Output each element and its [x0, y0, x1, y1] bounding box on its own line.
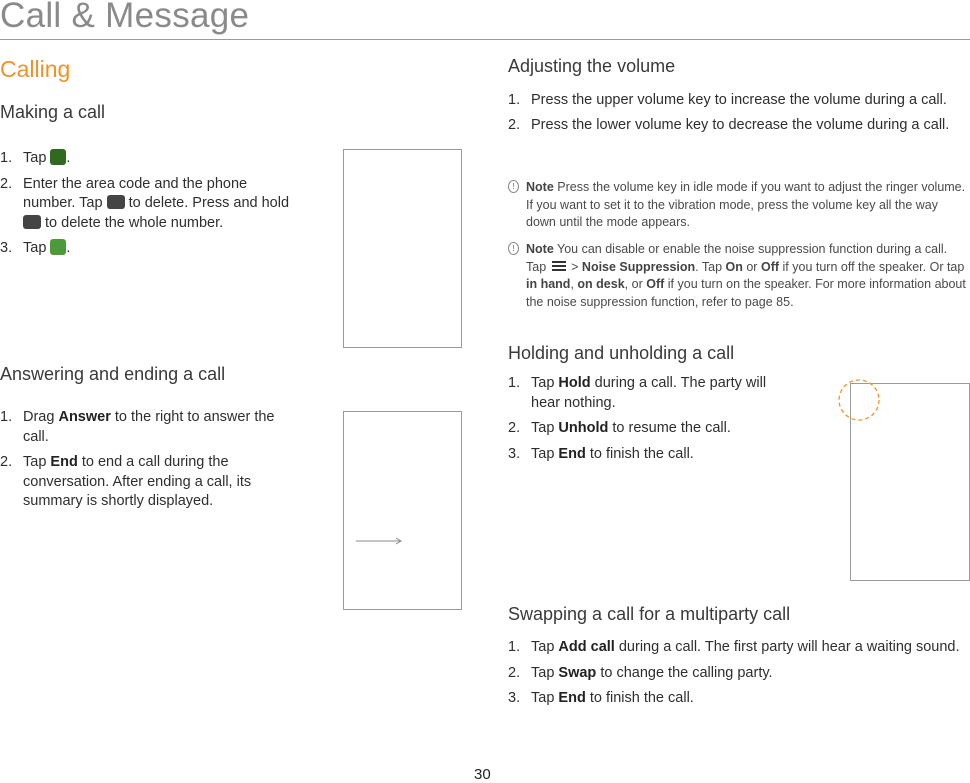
ui-term: Off — [760, 259, 780, 274]
step-text: Enter the area code and the phone number. Tap — [23, 175, 248, 211]
list-item — [508, 664, 970, 684]
note-text: or — [746, 259, 758, 274]
heading-holding-unholding: Holding and unholding a call — [508, 343, 735, 363]
ui-term: End — [50, 454, 78, 470]
note-text: . Tap — [695, 259, 723, 274]
list-item — [508, 374, 798, 413]
heading-making-a-call: Making a call — [0, 102, 106, 122]
note-text: , — [570, 277, 574, 291]
note-noise-suppression — [508, 241, 968, 311]
list-item — [508, 91, 970, 111]
note-label: Note — [526, 180, 554, 194]
highlight-circle-icon — [835, 378, 883, 422]
ui-term: Answer — [58, 409, 111, 425]
ui-term: Swap — [558, 664, 597, 681]
ui-term: End — [558, 445, 586, 462]
step-number: 3. — [508, 445, 521, 462]
list-item — [508, 638, 970, 658]
step-text: to end a call during the conversation. After ending a call, its summary is shortly displayed. — [23, 454, 252, 509]
holding-steps — [508, 374, 798, 470]
step-text: during a call. The first party will hear a waiting sound. — [618, 639, 960, 655]
note-text: if you turn on the speaker. For more information about the noise suppression function, refer to page 85. — [526, 277, 966, 309]
list-item — [508, 419, 798, 439]
ui-term: Unhold — [558, 420, 609, 436]
step-number: 2. — [508, 116, 521, 133]
step-text: Tap — [531, 420, 555, 436]
ui-term: Noise Suppression — [581, 259, 696, 274]
step-text: to change the calling party. — [600, 664, 773, 681]
step-text: to delete the whole number. — [45, 214, 224, 231]
making-call-steps — [0, 149, 290, 265]
title-divider — [0, 39, 970, 40]
list-item — [508, 116, 970, 136]
step-number: 2. — [508, 420, 521, 436]
step-text: to resume the call. — [612, 420, 731, 436]
step-number: 1. — [0, 409, 13, 425]
step-text: to the right to answer the call. — [23, 409, 275, 445]
phone-green-icon — [50, 149, 66, 165]
swipe-arrow-icon — [356, 535, 406, 547]
step-text: to delete. Press and hold — [128, 195, 290, 211]
delete-icon — [23, 215, 41, 229]
swapping-steps — [508, 638, 970, 715]
note-text: , or — [624, 277, 643, 291]
step-text: . — [66, 150, 71, 166]
phone-screenshot-answering — [343, 411, 462, 610]
step-text: Tap — [23, 454, 47, 470]
step-text: Press the lower volume key to decrease the volume during a call. — [531, 116, 950, 133]
list-item — [508, 689, 970, 709]
step-number: 1. — [508, 375, 521, 391]
note-text: You can disable or enable the noise suppression function during a call. Tap — [526, 242, 948, 274]
step-text: Tap — [531, 639, 555, 655]
note-volume-idle — [508, 179, 966, 232]
note-icon: ! — [508, 242, 519, 255]
step-text: Drag — [23, 409, 55, 425]
phone-screenshot-making-call — [343, 149, 462, 348]
step-text: to finish the call. — [589, 445, 694, 462]
heading-adjusting-volume: Adjusting the volume — [508, 56, 676, 76]
page-title: Call & Message — [0, 0, 250, 35]
ui-term: End — [558, 690, 586, 706]
step-number: 1. — [508, 639, 521, 655]
step-text: Tap — [531, 375, 555, 391]
list-item — [0, 239, 290, 259]
step-text: Tap — [531, 445, 555, 462]
note-icon: ! — [508, 180, 519, 193]
ui-term: in hand — [526, 277, 571, 291]
step-text: . — [66, 240, 71, 256]
delete-icon — [107, 195, 125, 209]
ui-term: On — [725, 259, 743, 274]
list-item — [508, 445, 798, 465]
menu-icon — [550, 259, 568, 273]
step-number: 1. — [508, 92, 521, 108]
list-item — [0, 408, 290, 447]
step-text: during a call. The party will hear nothing. — [531, 375, 767, 411]
list-item — [0, 149, 290, 169]
step-text: Tap — [531, 690, 555, 706]
step-number: 2. — [508, 664, 521, 681]
step-number: 1. — [0, 150, 13, 166]
section-title-calling: Calling — [0, 56, 71, 82]
step-text: Press the upper volume key to increase the volume during a call. — [531, 92, 947, 108]
call-icon — [50, 239, 66, 255]
step-text: Tap — [531, 664, 555, 681]
page-number: 30 — [474, 766, 491, 783]
ui-term: Hold — [558, 375, 591, 391]
step-number: 3. — [0, 240, 13, 256]
note-text: > — [571, 259, 579, 274]
ui-term: Add call — [558, 639, 615, 655]
volume-steps — [508, 91, 970, 141]
list-item — [0, 175, 290, 234]
step-text: Tap — [23, 150, 47, 166]
note-text: if you turn off the speaker. Or tap — [782, 259, 965, 274]
step-number: 2. — [0, 454, 13, 470]
list-item — [0, 453, 290, 512]
step-number: 2. — [0, 175, 13, 192]
note-label: Note — [526, 242, 554, 256]
step-number: 3. — [508, 690, 521, 706]
heading-answering-ending: Answering and ending a call — [0, 364, 226, 384]
step-text: to finish the call. — [589, 690, 694, 706]
answering-steps — [0, 408, 290, 518]
ui-term: on desk — [577, 277, 625, 291]
note-text: Press the volume key in idle mode if you want to adjust the ringer volume. If you want to set it to the vibration mode, press the volume key all the way down until the mode appears. — [526, 180, 966, 229]
ui-term: Off — [646, 277, 665, 291]
heading-swapping-multiparty: Swapping a call for a multiparty call — [508, 604, 791, 624]
step-text: Tap — [23, 240, 47, 256]
